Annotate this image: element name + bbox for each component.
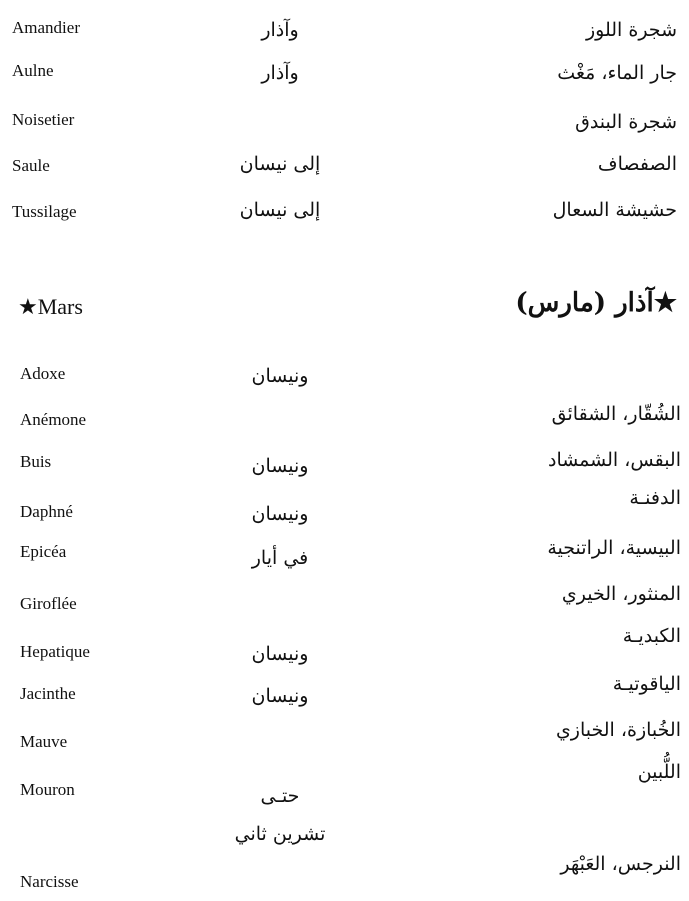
table-row [0,18,689,52]
arabic-name: الكبديـة [622,625,681,647]
french-name: Noisetier [12,110,75,129]
table-row [0,718,689,752]
table-row [0,110,689,144]
flowering-note: ونيسان [251,503,309,525]
arabic-name: الخُبازة، الخبازي [555,719,681,741]
arabic-name: حشيشة السعال [552,199,677,221]
section-heading-french: ★Mars [18,294,83,319]
arabic-name: النرجس، العَبْهَر [560,853,681,875]
section-heading-arabic: ★آذار (مارس) [515,288,677,318]
flowering-note-continued: تشرين ثاني [234,823,326,845]
flowering-note: وآذار [261,19,299,41]
french-name: Tussilage [12,202,77,221]
arabic-name: شجرة اللوز [585,19,677,41]
french-name: Amandier [12,18,80,37]
french-name: Hepatique [20,642,90,661]
french-name: Saule [12,156,50,175]
table-row [0,760,689,807]
french-name: Epicéa [20,542,67,561]
table-row [0,852,689,891]
table-row [0,152,689,186]
flowering-note: حتـى [260,785,300,807]
table-row [0,486,689,525]
arabic-name: الدفنـة [629,487,681,509]
arabic-name: البيسية، الراتنجية [547,537,681,559]
table-row [0,198,689,232]
french-name: Anémone [20,410,87,429]
arabic-name: الصفصاف [597,153,677,175]
table-row [0,402,689,436]
table-row [0,582,689,616]
flowering-note: في أيار [251,547,309,569]
flowering-note: وآذار [261,62,299,84]
arabic-name: الياقوتيـة [612,673,681,695]
french-name: Jacinthe [20,684,76,703]
flowering-note: ونيسان [251,365,309,387]
french-name: Mauve [20,732,68,751]
table-row [0,672,689,706]
table-row [0,536,689,570]
french-name: Narcisse [20,872,79,891]
french-name: Aulne [12,61,54,80]
flowering-note: ونيسان [251,685,309,707]
table-row [0,364,689,398]
french-name: Daphné [20,502,73,521]
arabic-name: شجرة البندق [575,111,677,133]
table-row [0,448,689,482]
flowering-note: ونيسان [251,643,309,665]
french-name: Mouron [20,780,75,799]
table-row [0,624,689,665]
arabic-name: المنثور، الخيري [561,583,681,605]
flowering-note: إلى نيسان [239,199,321,221]
arabic-name: جار الماء، مَغْث [557,62,677,84]
section-heading [0,284,689,328]
french-name: Buis [20,452,52,471]
arabic-name: اللُّبين [637,761,681,783]
flowering-note: ونيسان [251,455,309,477]
arabic-name: البقس، الشمشاد [547,449,681,471]
table-row [0,61,689,95]
arabic-name: الشُقّار، الشقائق [551,403,681,425]
french-name: Giroflée [20,594,77,613]
french-name: Adoxe [20,364,66,383]
flowering-note: إلى نيسان [239,153,321,175]
